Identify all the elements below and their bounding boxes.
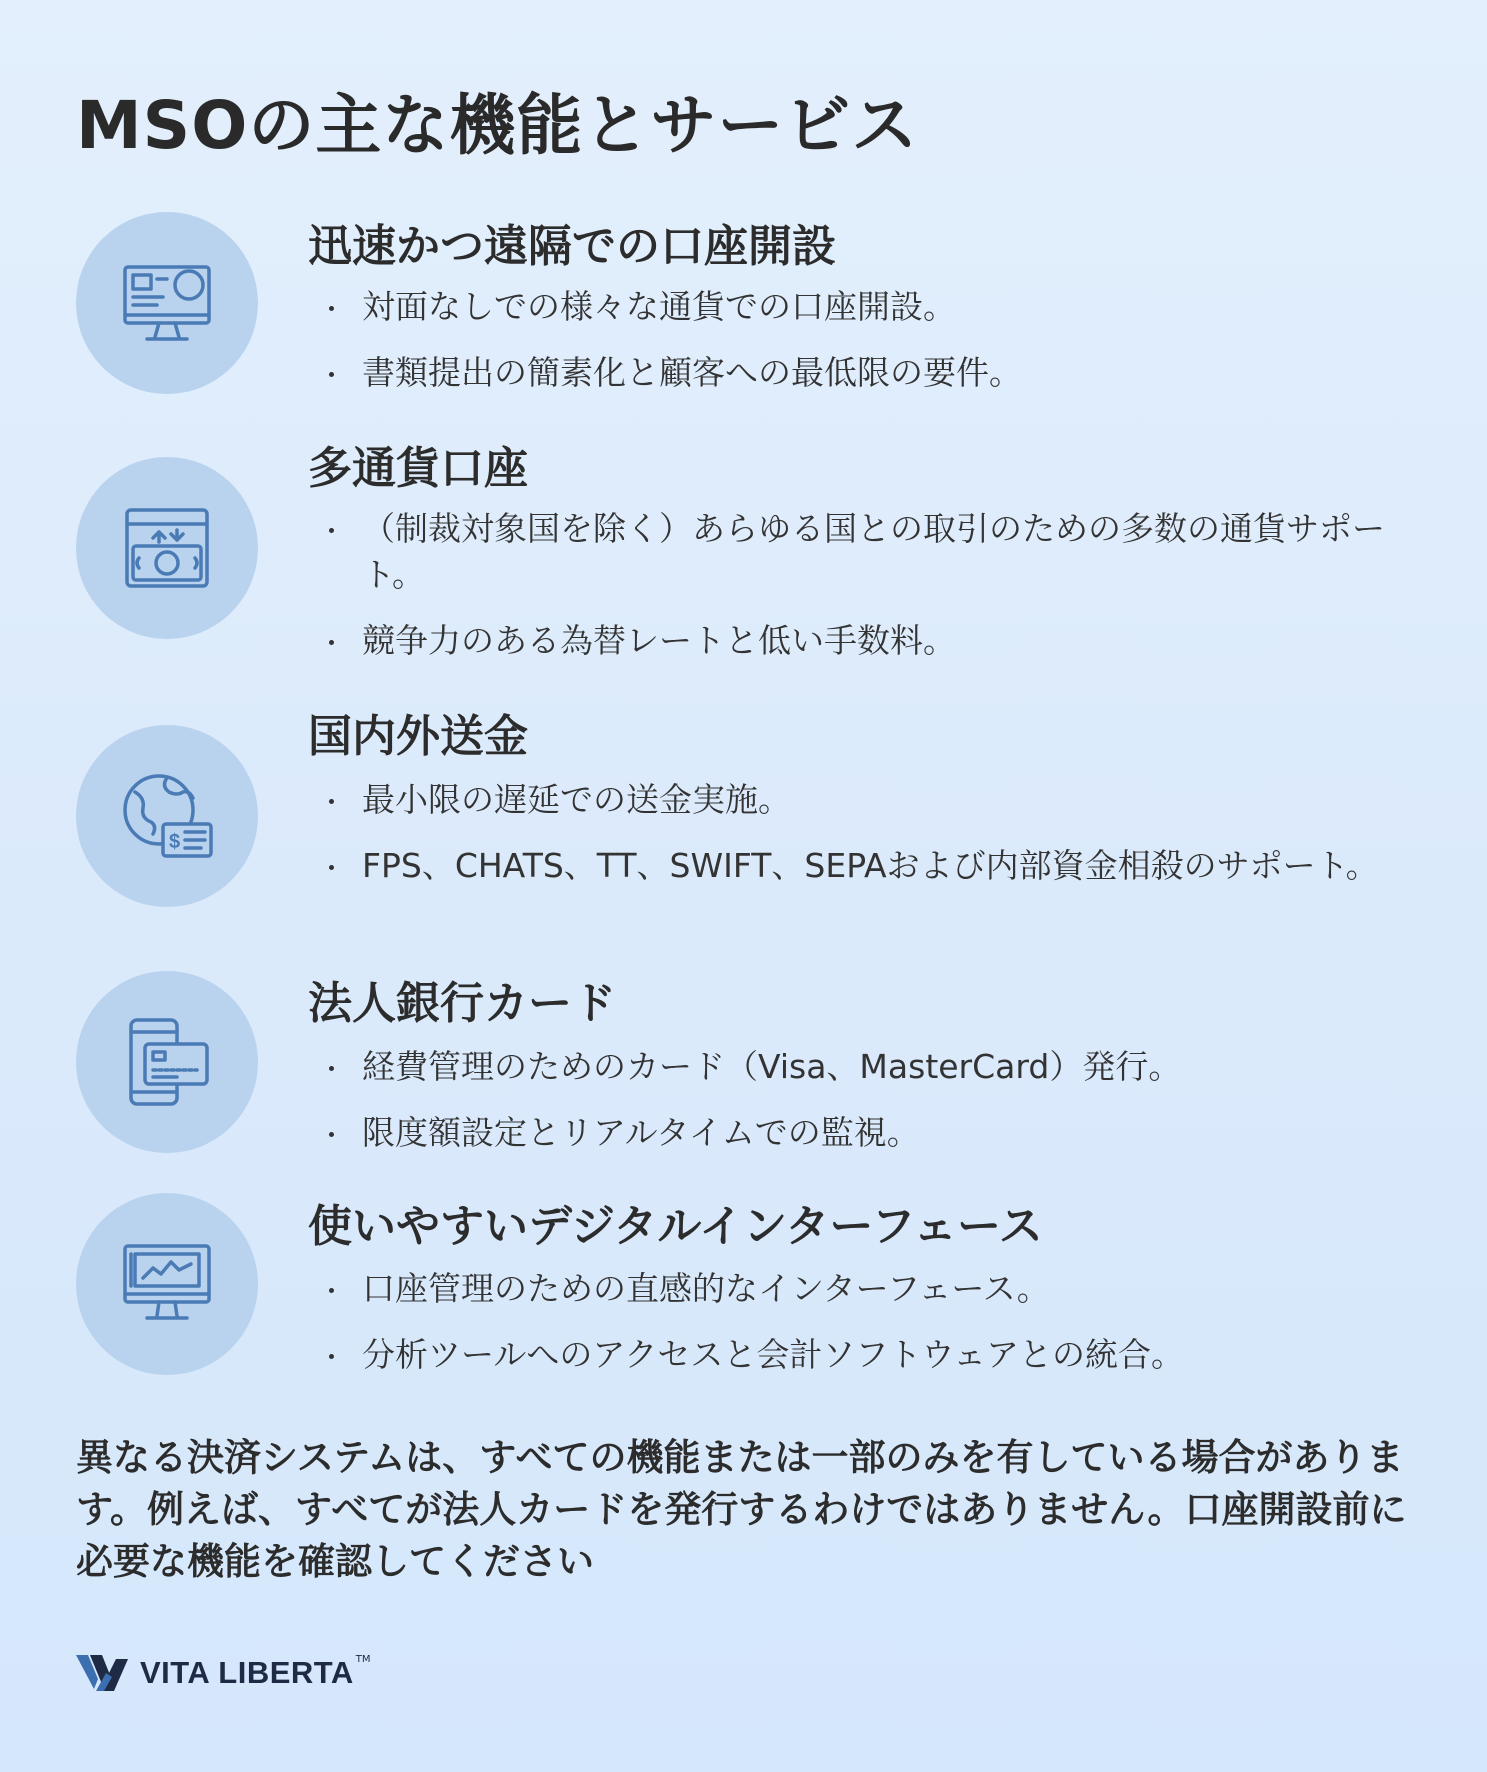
bullet-list <box>326 284 1416 416</box>
bullet-item: 限度額設定とリアルタイムでの監視。 <box>326 1110 1416 1156</box>
bullet-item: FPS、CHATS、TT、SWIFT、SEPAおよび内部資金相殺のサポート。 <box>326 843 1416 889</box>
trademark: TM <box>355 1653 371 1665</box>
globe-money-icon <box>117 766 217 866</box>
vita-liberta-logo-icon <box>76 1653 130 1693</box>
bullet-list <box>326 506 1416 684</box>
section-title: 迅速かつ遠隔での口座開設 <box>308 221 836 272</box>
bullet-item: 口座管理のための直感的なインターフェース。 <box>326 1266 1416 1312</box>
bullet-item: 対面なしでの様々な通貨での口座開設。 <box>326 284 1416 330</box>
bullet-list <box>326 777 1416 909</box>
bullet-item: 最小限の遅延での送金実施。 <box>326 777 1416 823</box>
currency-exchange-icon <box>117 498 217 598</box>
icon-circle <box>76 457 258 639</box>
icon-circle <box>76 212 258 394</box>
bullet-list <box>326 1044 1416 1176</box>
bullet-list <box>326 1266 1416 1398</box>
section-title: 使いやすいデジタルインターフェース <box>308 1201 1043 1252</box>
bullet-item: 経費管理のためのカード（Visa、MasterCard）発行。 <box>326 1044 1416 1090</box>
bullet-item: （制裁対象国を除く）あらゆる国との取引のための多数の通貨サポート。 <box>326 506 1416 598</box>
svg-text:$: $ <box>169 831 181 853</box>
page-title: MSOの主な機能とサービス <box>76 87 919 164</box>
icon-circle <box>76 1193 258 1375</box>
monitor-chart-icon <box>117 1234 217 1334</box>
bullet-item: 分析ツールへのアクセスと会計ソフトウェアとの統合。 <box>326 1332 1416 1378</box>
footnote: 異なる決済システムは、すべての機能または一部のみを有している場合があります。例えば、すべてが法人カードを発行するわけではありません。口座開設前に必要な機能を確認してください <box>76 1436 1407 1583</box>
monitor-profile-icon <box>117 253 217 353</box>
icon-circle <box>76 725 258 907</box>
section-title: 法人銀行カード <box>308 978 616 1029</box>
phone-card-icon <box>117 1012 217 1112</box>
section-title: 国内外送金 <box>308 711 528 762</box>
vita-liberta-logo <box>76 1653 371 1693</box>
logo-text: VITA LIBERTA <box>140 1655 354 1690</box>
section-title: 多通貨口座 <box>308 443 528 494</box>
bullet-item: 書類提出の簡素化と顧客への最低限の要件。 <box>326 350 1416 396</box>
icon-circle <box>76 971 258 1153</box>
bullet-item: 競争力のある為替レートと低い手数料。 <box>326 618 1416 664</box>
